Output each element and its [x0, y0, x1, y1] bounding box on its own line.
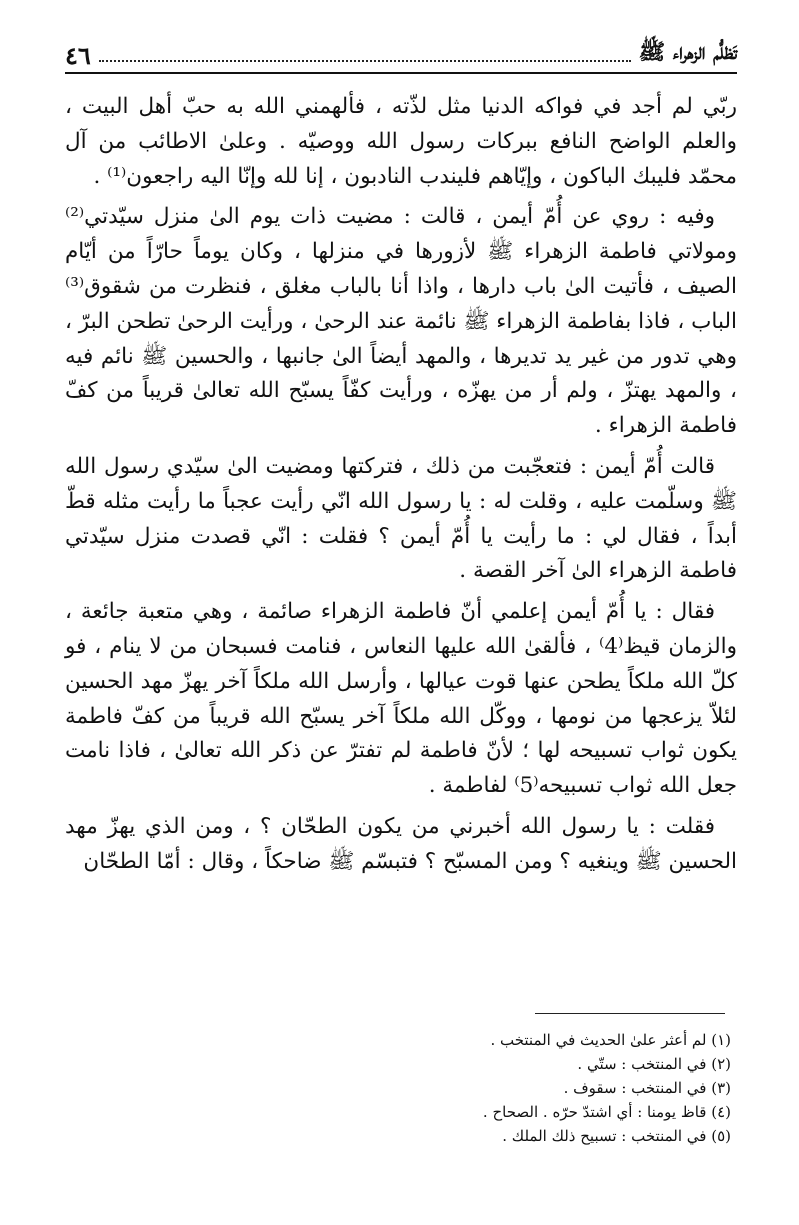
- paragraph: وفيه : روي عن أُمّ أيمن ، قالت : مضيت ذات يوم الىٰ منزل سيّدتي⁽²⁾ ومولاتي فاطمة الزهراء ﷺ لأزورها في منزلها ، وكان يوماً حارّاً من أيّام الصيف ، فأتيت الىٰ باب دارها ، واذا أنا بالباب مغلق ، فنظرت من شقوق⁽³⁾ الباب ، فاذا بفاطمة الزهراء ﷺ نائمة عند الرحىٰ ، ورأيت الرحىٰ تطحن البرّ ، وهي تدور من غير يد تديرها ، والمهد أيضاً الىٰ جانبها ، والحسين ﷺ نائم فيه ، والمهد يهتزّ ، ولم أر من يهزّه ، ورأيت كفّاً يسبّح الله تعالىٰ قريباً من كفّ فاطمة الزهراء .: [65, 204, 737, 439]
- footnote: (٣) في المنتخب : سقوف .: [563, 1079, 731, 1097]
- footnote: (٥) في المنتخب : تسبيح ذلك الملك .: [502, 1127, 731, 1145]
- footnote: (٢) في المنتخب : ستّي .: [577, 1055, 731, 1073]
- running-title: تَظلُّم الزهراء ﷺ: [638, 39, 737, 65]
- page-number: ٤٦: [65, 41, 91, 70]
- book-page: [65, 30, 737, 1200]
- paragraph: فقال : يا أُمّ أيمن إعلمي أنّ فاطمة الزهراء صائمة ، وهي متعبة جائعة ، والزمان قيظ⁽4⁾ ، فألقىٰ الله عليها النعاس ، فنامت فسبحان من لا ينام ، فو كلّ الله ملكاً يطحن عنها قوت عيالها ، وأرسل الله ملكاً آخر يهزّ مهد الحسين لئلاّ يزعجها من نومها ، ووكّل الله ملكاً آخر يسبّح الله قريباً من كفّ فاطمة يكون ثواب تسبيحه لها ؛ لأنّ فاطمة لم تفترّ عن ذكر الله تعالىٰ ، فاذا نامت جعل الله ثواب تسبيحه⁽5⁾ لفاطمة .: [65, 599, 737, 799]
- footnote: (٤) قاظ يومنا : أي اشتدّ حرّه . الصحاح .: [482, 1103, 731, 1121]
- paragraph: قالت أُمّ أيمن : فتعجّبت من ذلك ، فتركتها ومضيت الىٰ سيّدي رسول الله ﷺ وسلّمت عليه ، وقلت له : يا رسول الله انّي رأيت عجباً ما رأيت مثله قطّ أبداً ، فقال لي : ما رأيت يا أُمّ أيمن ؟ فقلت : انّي قصدت منزل سيّدتي فاطمة الزهراء الىٰ آخر القصة .: [65, 453, 737, 584]
- footnote-list: [65, 1028, 737, 1148]
- footnotes: [65, 1013, 737, 1148]
- dotted-leader: [99, 59, 631, 62]
- running-header: [65, 34, 737, 74]
- footnote-separator: [535, 1013, 725, 1014]
- main-text: [65, 90, 737, 886]
- paragraph: فقلت : يا رسول الله أخبرني من يكون الطحّان ؟ ، ومن الذي يهزّ مهد الحسين ﷺ وينغيه ؟ ومن المسبّح ؟ فتبسّم ﷺ ضاحكاً ، وقال : أمّا الطحّان: [65, 813, 737, 874]
- footnote: (١) لم أعثر علىٰ الحديث في المنتخب .: [490, 1031, 731, 1049]
- paragraph: ربّي لم أجد في فواكه الدنيا مثل لذّته ، فألهمني الله به حبّ أهل البيت ، والعلم الواضح النافع ببركات رسول الله ووصيّه . وعلىٰ الاطائب من آل محمّد فليبك الباكون ، وإيّاهم فليندب النادبون ، إنا لله وإنّا اليه راجعون⁽¹⁾ .: [65, 94, 737, 189]
